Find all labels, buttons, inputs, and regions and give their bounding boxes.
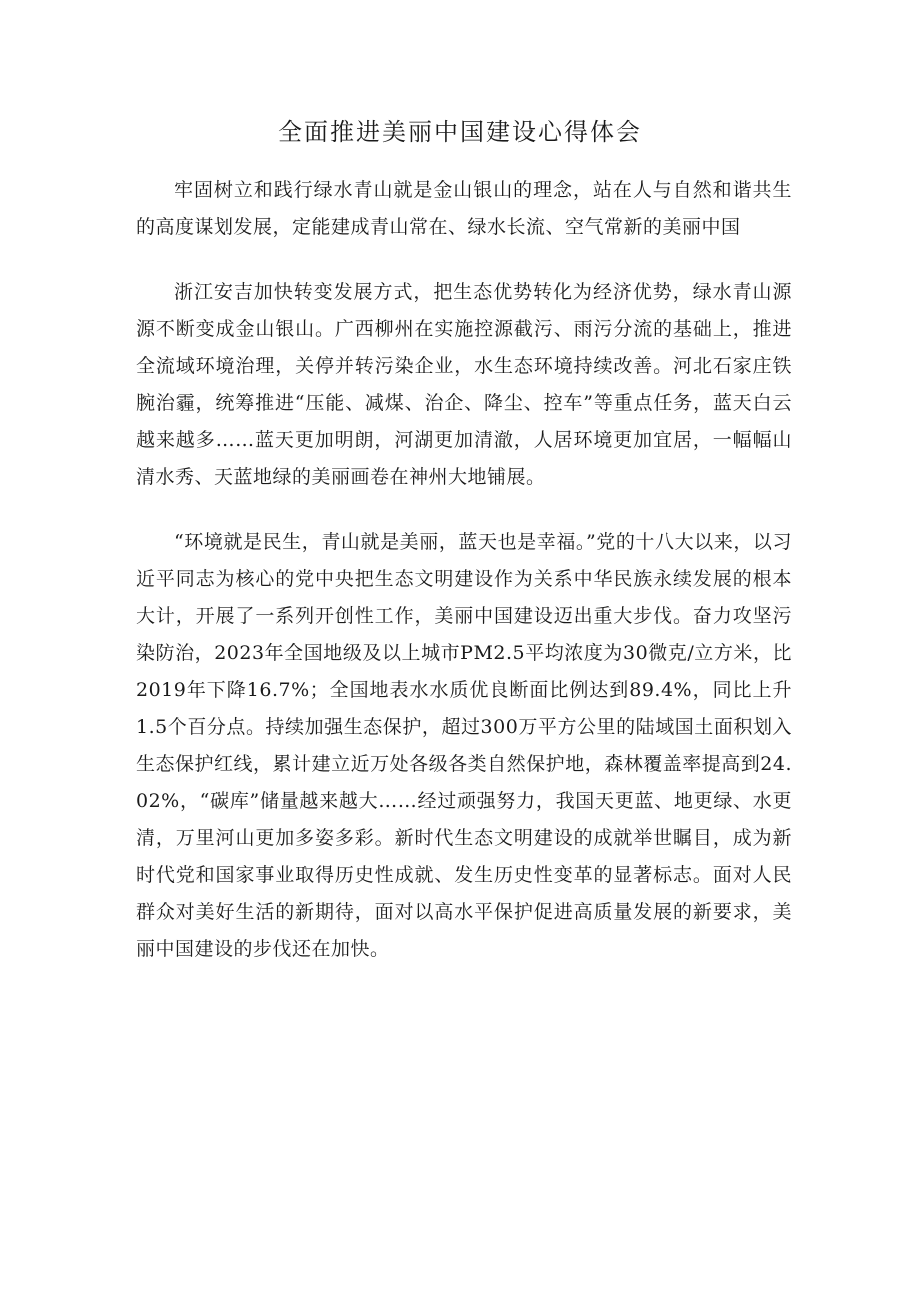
paragraph-3: “环境就是民生，青山就是美丽，蓝天也是幸福。”党的十八大以来，以习近平同志为核心的党中央把生态文明建设作为关系中华民族永续发展的根本大计，开展了一系列开创性工作，美丽中国建设迈出重大步伐。奋力攻坚污染防治，2023年全国地级及以上城市PM2.5平均浓度为30微克/立方米，比2019年下降16.7%；全国地表水水质优良断面比例达到89.4%，同比上升1.5个百分点。持续加强生态保护，超过300万平方公里的陆域国土面积划入生态保护红线，累计建立近万处各级各类自然保护地，森林覆盖率提高到24.02%，“碳库”储量越来越大……经过顽强努力，我国天更蓝、地更绿、水更清，万里河山更加多姿多彩。新时代生态文明建设的成就举世瞩目，成为新时代党和国家事业取得历史性成就、发生历史性变革的显著标志。面对人民群众对美好生活的新期待，面对以高水平保护促进高质量发展的新要求，美丽中国建设的步伐还在加快。 (136, 531, 792, 960)
paragraph-2: 浙江安吉加快转变发展方式，把生态优势转化为经济优势，绿水青山源源不断变成金山银山。广西柳州在实施控源截污、雨污分流的基础上，推进全流域环境治理，关停并转污染企业，水生态环境持续改善。河北石家庄铁腕治霾，统筹推进“压能、减煤、治企、降尘、控车”等重点任务，蓝天白云越来越多……蓝天更加明朗，河湖更加清澈，人居环境更加宜居，一幅幅山清水秀、天蓝地绿的美丽画卷在神州大地铺展。 (136, 281, 792, 488)
document-body (136, 172, 792, 996)
paragraph-1: 牢固树立和践行绿水青山就是金山银山的理念，站在人与自然和谐共生的高度谋划发展，定能建成青山常在、绿水长流、空气常新的美丽中国 (136, 179, 792, 238)
document-title: 全面推进美丽中国建设心得体会 (278, 118, 642, 146)
